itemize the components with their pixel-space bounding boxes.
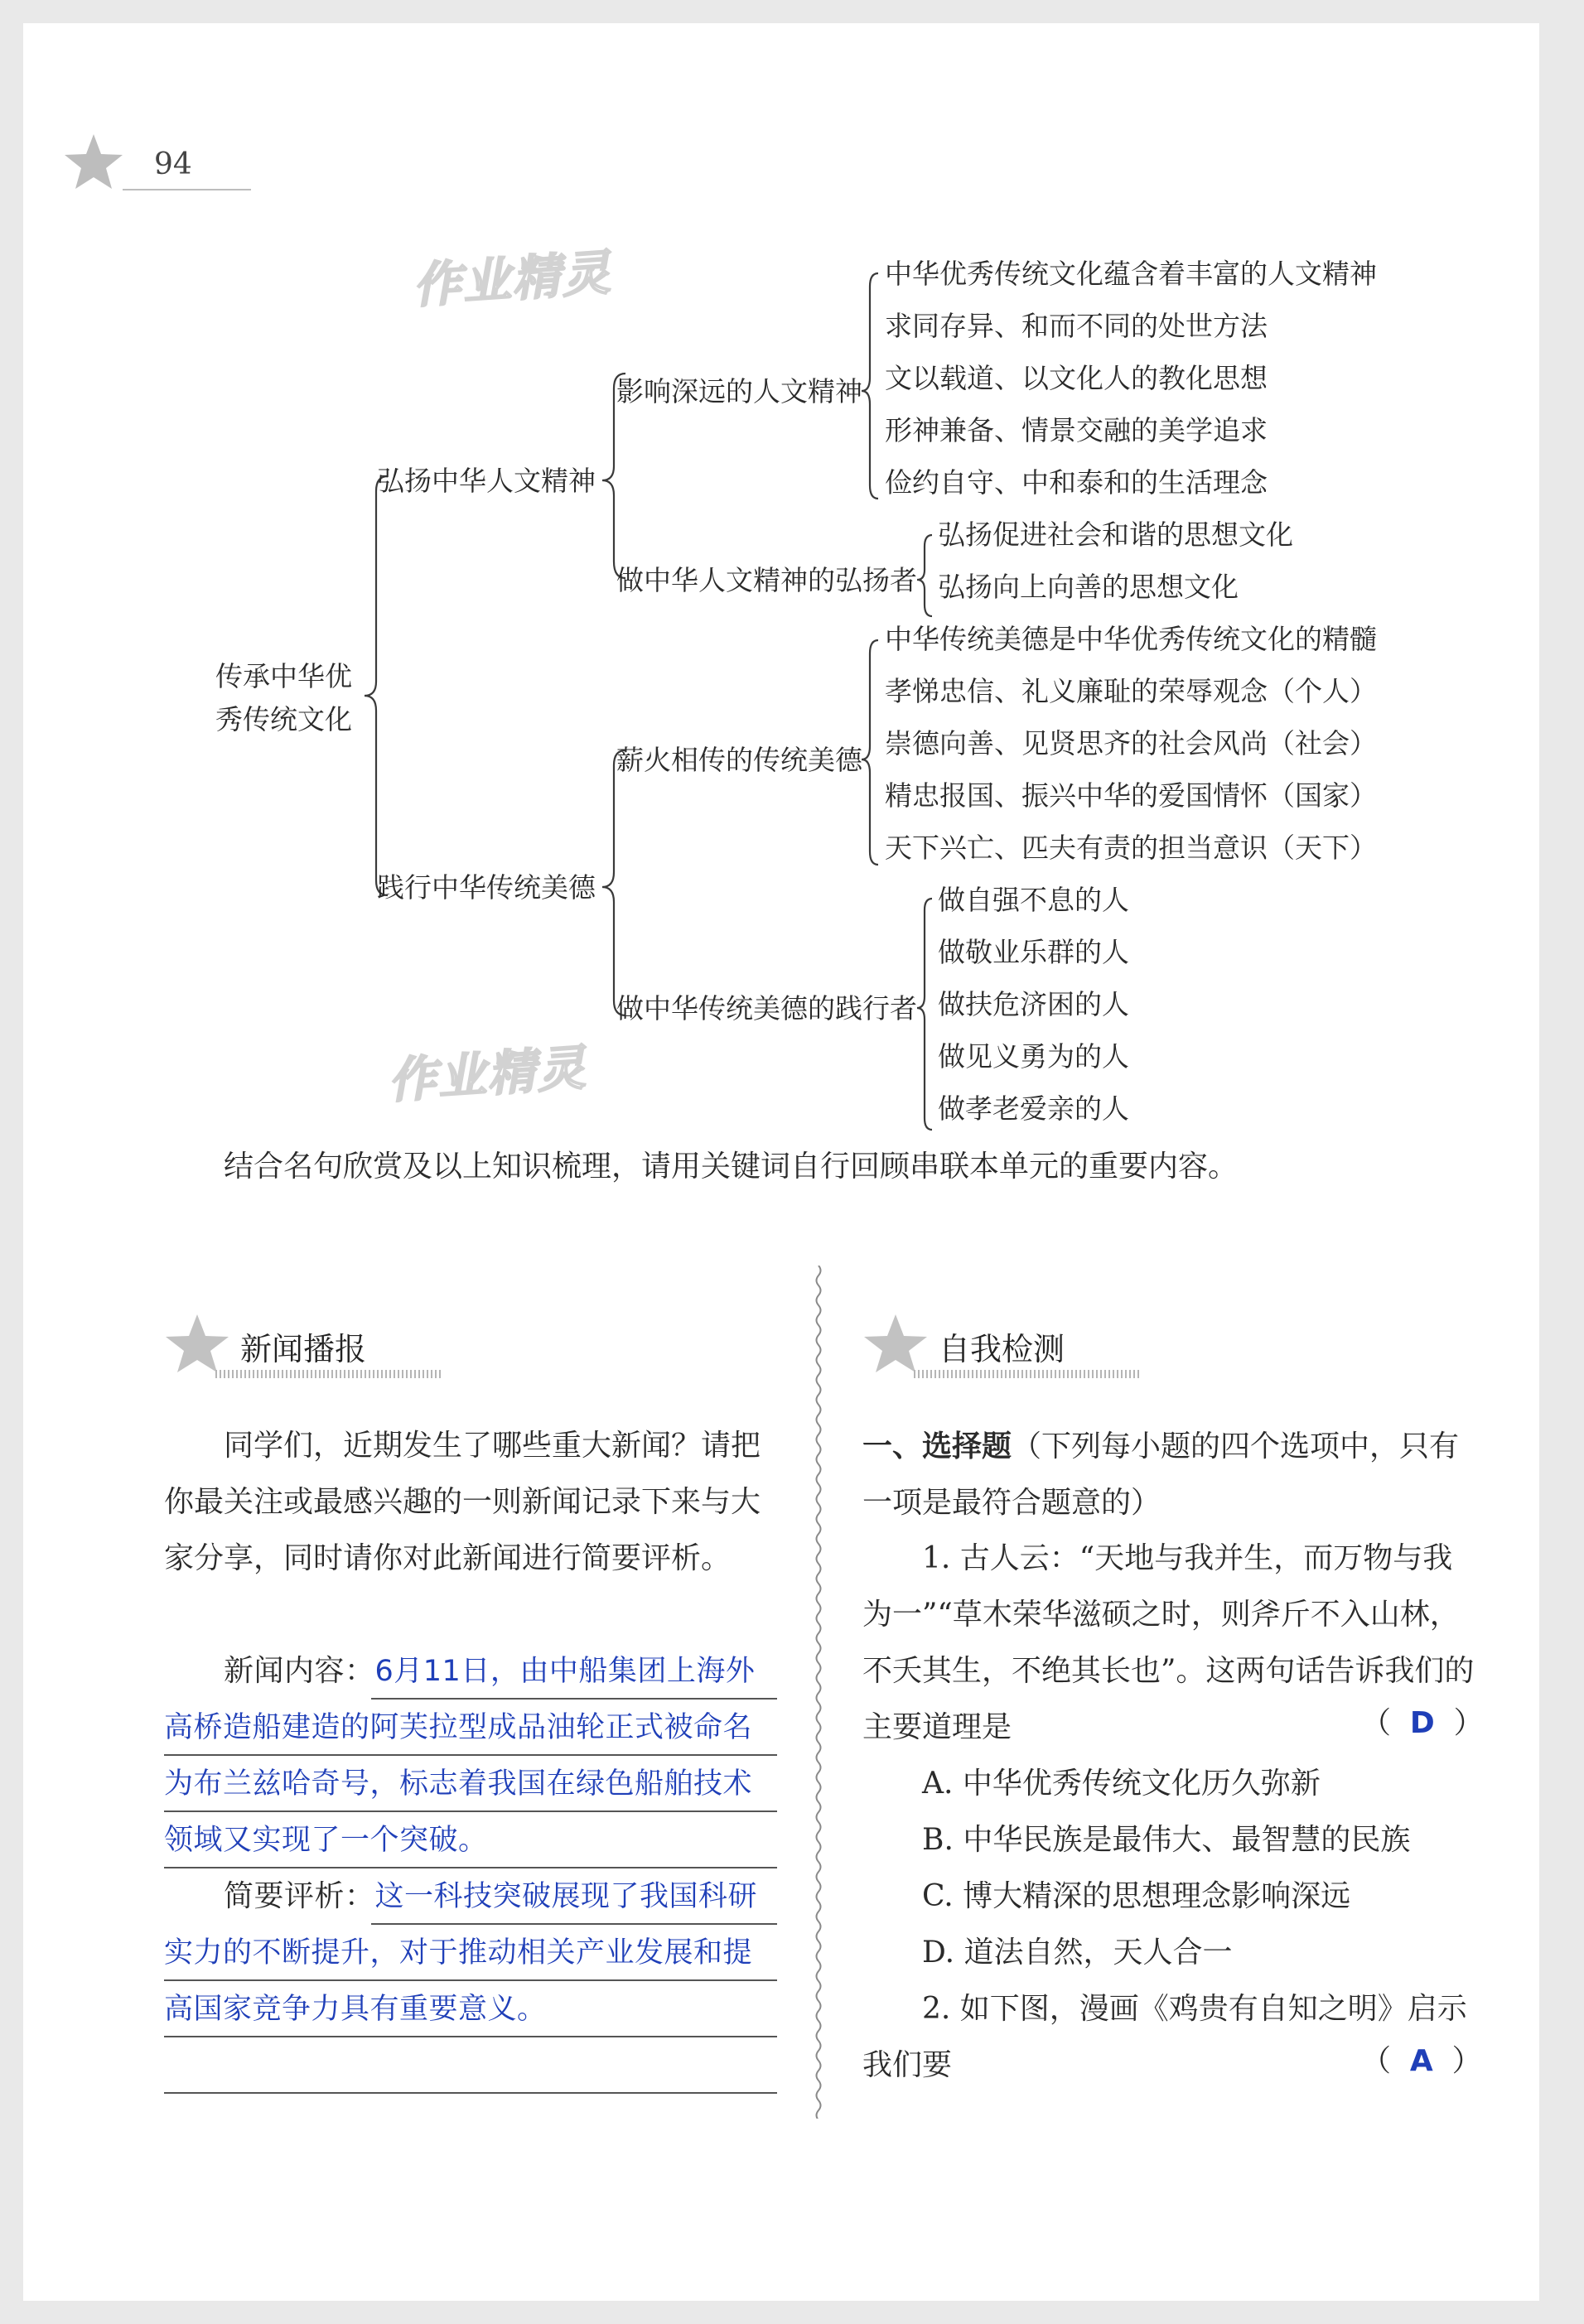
news-comment-para	[164, 1868, 777, 2037]
leaf-item: 求同存异、和而不同的处世方法	[885, 310, 1268, 342]
sub-branch-label: 做中华人文精神的弘扬者	[616, 564, 917, 596]
textbook-page	[23, 23, 1539, 2301]
option-d: D. 道法自然，天人合一	[922, 1936, 1233, 1970]
section-title-self-test: 自我检测	[939, 1331, 1065, 1367]
leaf-item: 做扶危济困的人	[938, 988, 1129, 1020]
answer-letter: D	[1409, 1706, 1435, 1740]
column-divider	[813, 1266, 824, 2119]
page-number: 94	[154, 147, 192, 181]
news-comment-answer: 这一科技突破展现了我国科研实力的不断提升，对于推动相关产业发展和提高国家竞争力具有重要意义。	[164, 1880, 758, 2026]
star-icon	[164, 1313, 230, 1374]
branch-label: 践行中华传统美德	[377, 871, 596, 904]
branch-label: 弘扬中华人文精神	[377, 465, 596, 497]
leaf-item: 中华优秀传统文化蕴含着丰富的人文精神	[885, 258, 1377, 290]
news-content-label: 新闻内容：	[224, 1654, 375, 1688]
answer-line	[164, 1979, 777, 1981]
mindmap-root-line: 秀传统文化	[215, 703, 352, 735]
choice-section-text	[862, 1418, 1475, 1531]
leaf-item: 弘扬向上向善的思想文化	[938, 571, 1239, 603]
option-c: C. 博大精深的思想理念影响深远	[922, 1879, 1351, 1913]
news-content-answer: 6月11日，由中船集团上海外高桥造船建造的阿芙拉型成品油轮正式被命名为布兰兹哈奇号，标志着我国在绿色船舶技术领域又实现了一个突破。	[164, 1655, 756, 1857]
watermark: 作业精灵	[411, 243, 614, 315]
answer-line	[371, 1698, 777, 1700]
answer-line	[164, 2036, 777, 2037]
leaf-item: 精忠报国、振兴中华的爱国情怀（国家）	[885, 779, 1377, 812]
choice-note: （下列每小题的四个选项中，只有一项是最符合题意的）	[862, 1430, 1460, 1520]
leaf-item: 文以载道、以文化人的教化思想	[885, 362, 1268, 394]
mindmap-root-line: 传承中华优	[215, 660, 352, 692]
leaf-item: 做见义勇为的人	[938, 1040, 1129, 1073]
review-prompt: 结合名句欣赏及以上知识梳理，请用关键词自行回顾串联本单元的重要内容。	[224, 1150, 1239, 1184]
news-content	[164, 1643, 777, 1868]
section-underline	[914, 1370, 1139, 1378]
watermark: 作业精灵	[386, 1039, 589, 1110]
leaf-item: 做孝老爱亲的人	[938, 1092, 1129, 1125]
option-a: A. 中华优秀传统文化历久弥新	[922, 1767, 1321, 1801]
mindmap-root	[215, 655, 352, 741]
section-underline	[215, 1370, 441, 1378]
sub-branch-label: 薪火相传的传统美德	[616, 744, 862, 776]
star-icon	[862, 1313, 929, 1374]
leaf-item: 形神兼备、情景交融的美学追求	[885, 414, 1268, 446]
answer-line	[164, 1811, 777, 1812]
leaf-item: 孝悌忠信、礼义廉耻的荣辱观念（个人）	[885, 675, 1377, 707]
news-comment	[164, 1868, 777, 2037]
leaf-item: 做自强不息的人	[938, 884, 1129, 916]
question-1-stem: 1. 古人云：“天地与我并生，而万物与我为一”“草木荣华滋硕之时，则斧斤不入山林，不夭其生，不绝其长也”。这两句话告诉我们的主要道理是	[862, 1541, 1475, 1744]
leaf-item: 弘扬促进社会和谐的思想文化	[938, 518, 1293, 551]
option-b: B. 中华民族是最伟大、最智慧的民族	[922, 1823, 1411, 1857]
news-comment-label: 简要评析：	[224, 1879, 375, 1913]
choice-heading: 一、选择题	[862, 1429, 1012, 1463]
news-intro	[164, 1418, 774, 1587]
section-title-news: 新闻播报	[240, 1331, 367, 1367]
answer-bracket-2: （ A ）	[1361, 2044, 1482, 2078]
answer-line	[164, 2092, 777, 2094]
leaf-item: 做敬业乐群的人	[938, 936, 1129, 968]
leaf-item: 中华传统美德是中华优秀传统文化的精髓	[885, 623, 1377, 655]
question-2-stem: 2. 如下图，漫画《鸡贵有自知之明》启示我们要	[862, 1992, 1467, 2082]
news-intro-text: 同学们，近期发生了哪些重大新闻？请把你最关注或最感兴趣的一则新闻记录下来与大家分享，同时请你对此新闻进行简要评析。	[164, 1429, 761, 1575]
question-1-options	[922, 1756, 1485, 1981]
answer-bracket-1: （ D ）	[1361, 1706, 1484, 1740]
answer-line	[164, 1754, 777, 1756]
answer-letter: A	[1409, 2044, 1433, 2078]
news-content-para	[164, 1643, 777, 1868]
leaf-item: 俭约自守、中和泰和的生活理念	[885, 466, 1268, 499]
leaf-item: 天下兴亡、匹夫有责的担当意识（天下）	[885, 832, 1377, 864]
choice-section	[862, 1418, 1475, 1531]
answer-line	[371, 1923, 777, 1925]
sub-branch-label: 做中华传统美德的践行者	[616, 992, 917, 1025]
leaf-item: 崇德向善、见贤思齐的社会风尚（社会）	[885, 727, 1377, 759]
sub-branch-label: 影响深远的人文精神	[616, 375, 862, 407]
